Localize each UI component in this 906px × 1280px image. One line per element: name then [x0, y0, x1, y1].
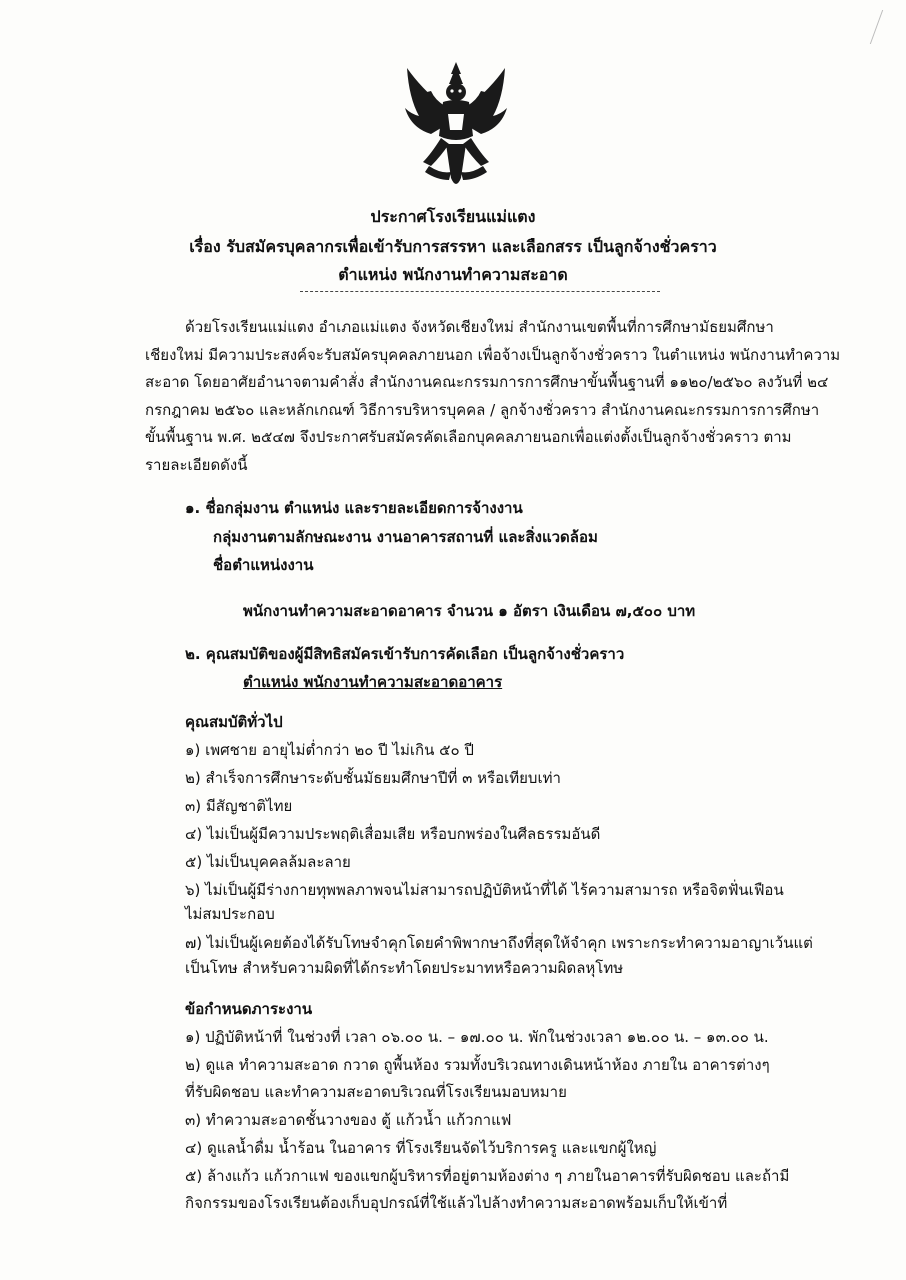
duties-item: ที่รับผิดชอบ และทำความสะอาดบริเวณที่โรงเรียนมอบหมาย — [185, 1083, 567, 1101]
garuda-emblem-icon — [401, 58, 511, 198]
duties-item: ๒) ดูแล ทำความสะอาด กวาด ถูพื้นห้อง รวมทั้งบริเวณทางเดินหน้าห้อง ภายใน อาคารต่างๆ — [185, 1056, 770, 1074]
general-item: ๖) ไม่เป็นผู้มีร่างกายทุพพลภาพจนไม่สามารถปฏิบัติหน้าที่ได้ ไร้ความสามารถ หรือจิตฟั่นเฟือน — [185, 881, 784, 899]
general-item: ๕) ไม่เป็นบุคคลล้มละลาย — [185, 853, 351, 871]
intro-line: รายละเอียดดังนี้ — [145, 455, 248, 474]
section1-heading: ๑. ชื่อกลุ่มงาน ตำแหน่ง และรายละเอียดการจ้างงาน — [185, 499, 523, 517]
duties-item: ๓) ทำความสะอาดชั้นวางของ ตู้ แก้วน้ำ แก้วกาแฟ — [185, 1111, 512, 1129]
separator-line — [300, 291, 660, 292]
announcement-position: ตำแหน่ง พนักงานทำความสะอาด — [338, 265, 568, 284]
duties-item: ๕) ล้างแก้ว แก้วกาแฟ ของแขกผู้บริหารที่อยู่ตามห้องต่าง ๆ ภายในอาคารที่รับผิดชอบ และถ้ามี — [185, 1167, 790, 1185]
general-heading: คุณสมบัติทั่วไป — [185, 713, 283, 731]
intro-line: กรกฎาคม ๒๕๖๐ และหลักเกณฑ์ วิธีการบริหารบุคคล / ลูกจ้างชั่วคราว สำนักงานคณะกรรมการการศึกษา — [145, 400, 820, 419]
duties-heading: ข้อกำหนดภาระงาน — [185, 1000, 313, 1018]
general-item: ไม่สมประกอบ — [185, 905, 275, 923]
general-item: ๒) สำเร็จการศึกษาระดับชั้นมัธยมศึกษาปีที่ ๓ หรือเทียบเท่า — [185, 769, 561, 787]
general-item: เป็นโทษ สำหรับความผิดที่ได้กระทำโดยประมาทหรือความผิดลหุโทษ — [185, 959, 624, 977]
scan-mark — [870, 10, 897, 44]
announcement-title: ประกาศโรงเรียนแม่แตง — [370, 207, 536, 226]
duties-item: ๑) ปฏิบัติหน้าที่ ในช่วงที่ เวลา ๐๖.๐๐ น. – ๑๗.๐๐ น. พักในช่วงเวลา ๑๒.๐๐ น. – ๑๓.๐๐ น. — [185, 1028, 769, 1046]
intro-line: ขั้นพื้นฐาน พ.ศ. ๒๕๔๗ จึงประกาศรับสมัครคัดเลือกบุคคลภายนอกเพื่อแต่งตั้งเป็นลูกจ้างชั่วคราว ตาม — [145, 428, 792, 446]
duties-item: ๔) ดูแลน้ำดื่ม น้ำร้อน ในอาคาร ที่โรงเรียนจัดไว้บริการครู และแขกผู้ใหญ่ — [185, 1139, 657, 1157]
intro-line: ด้วยโรงเรียนแม่แตง อำเภอแม่แตง จังหวัดเชียงใหม่ สำนักงานเขตพื้นที่การศึกษามัธยมศึกษา — [185, 318, 774, 336]
section2-position: ตำแหน่ง พนักงานทำความสะอาดอาคาร — [243, 673, 503, 691]
intro-line: สะอาด โดยอาศัยอำนาจตามคำสั่ง สำนักงานคณะกรรมการการศึกษาขั้นพื้นฐานที่ ๑๑๒๐/๒๕๖๐ ลงวันที่ ๒๔ — [145, 373, 829, 391]
section1-job-title-label: ชื่อตำแหน่งงาน — [213, 556, 314, 574]
intro-paragraph — [145, 314, 841, 479]
intro-line: เชียงใหม่ มีความประสงค์จะรับสมัครบุคคลภายนอก เพื่อจ้างเป็นลูกจ้างชั่วคราว ในตำแหน่ง พนักงานทำความ — [145, 345, 841, 364]
section1-group: กลุ่มงานตามลักษณะงาน งานอาคารสถานที่ และสิ่งแวดล้อม — [213, 528, 598, 546]
announcement-subject: เรื่อง รับสมัครบุคลากรเพื่อเข้ารับการสรรหา และเลือกสรร เป็นลูกจ้างชั่วคราว — [189, 237, 717, 256]
section1-job-detail: พนักงานทำความสะอาดอาคาร จำนวน ๑ อัตรา เงินเดือน ๗,๕๐๐ บาท — [243, 602, 696, 620]
general-item: ๑) เพศชาย อายุไม่ต่ำกว่า ๒๐ ปี ไม่เกิน ๕๐ ปี — [185, 741, 474, 759]
general-item: ๓) มีสัญชาติไทย — [185, 797, 293, 815]
section2-heading: ๒. คุณสมบัติของผู้มีสิทธิสมัครเข้ารับการคัดเลือก เป็นลูกจ้างชั่วคราว — [185, 645, 625, 663]
general-item: ๗) ไม่เป็นผู้เคยต้องได้รับโทษจำคุกโดยคำพิพากษาถึงที่สุดให้จำคุก เพราะกระทำความอาญาเว้นแต่ — [185, 934, 813, 952]
general-item: ๔) ไม่เป็นผู้มีความประพฤติเสื่อมเสีย หรือบกพร่องในศีลธรรมอันดี — [185, 825, 601, 843]
duties-item: กิจกรรมของโรงเรียนต้องเก็บอุปกรณ์ที่ใช้แล้วไปล้างทำความสะอาดพร้อมเก็บให้เข้าที่ — [185, 1194, 728, 1212]
